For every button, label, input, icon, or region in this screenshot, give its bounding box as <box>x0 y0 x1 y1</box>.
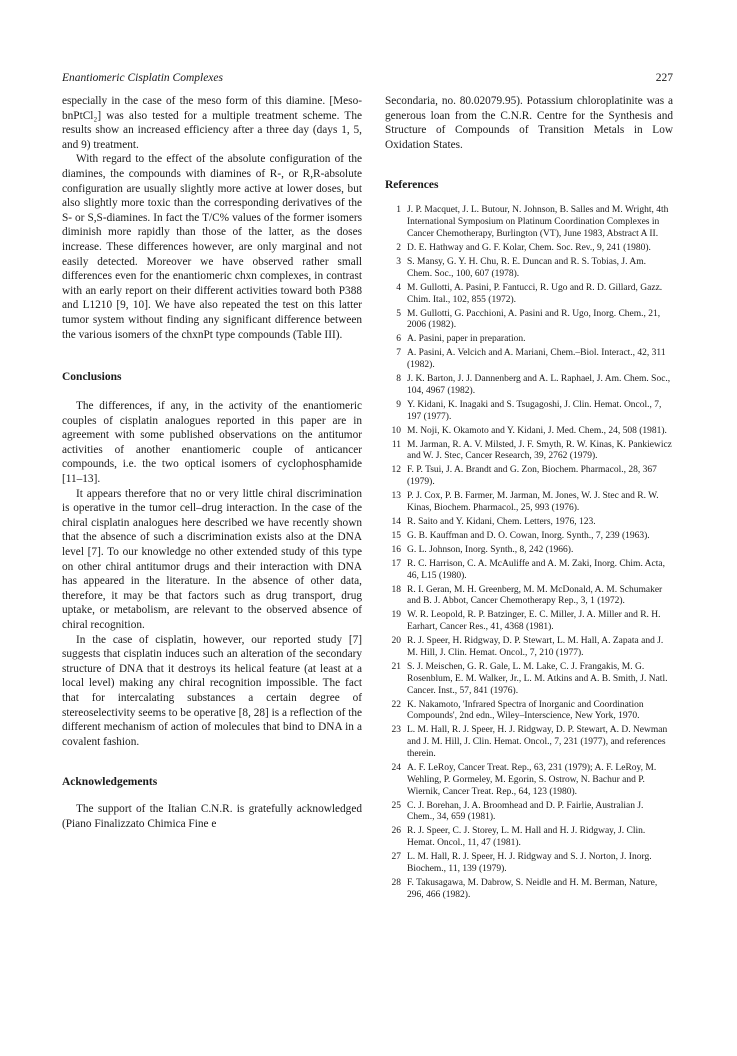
reference-item <box>385 700 673 724</box>
reference-item <box>385 852 673 876</box>
left-column <box>62 94 362 832</box>
reference-item <box>385 283 673 307</box>
reference-text: L. M. Hall, R. J. Speer, H. J. Ridgway and S. J. Norton, J. Inorg. Biochem., 11, 139 (1979). <box>407 852 652 874</box>
reference-item <box>385 400 673 424</box>
reference-number: 2 <box>396 242 401 253</box>
reference-number: 6 <box>396 334 401 345</box>
reference-number: 18 <box>391 584 401 595</box>
running-title: Enantiomeric Cisplatin Complexes <box>62 72 223 84</box>
reference-item <box>385 426 673 438</box>
reference-item <box>385 826 673 850</box>
reference-text: R. I. Geran, M. H. Greenberg, M. M. McDonald, A. M. Schumaker and B. J. Abbot, Cancer Chemotherapy Rep., 3, 1 (1972). <box>407 584 663 607</box>
reference-text: L. M. Hall, R. J. Speer, H. J. Ridgway, D. P. Stewart, A. D. Newman and J. M. Hill, J. Clin. Hemat. Oncol., 7, 231 (1977), and references therein. <box>407 725 668 759</box>
paragraph-conclusions-1: The differences, if any, in the activity of the enantiomeric couples of cisplatin analogues reported in this paper are in agreement with some published observations on the antitumor activities of another enantiomeric couple of anticancer compounds, i.e. the two optical isomers of cyclophosphamide [11–13]. <box>62 400 362 486</box>
reference-item <box>385 491 673 515</box>
reference-text: G. B. Kauffman and D. O. Cowan, Inorg. Synth., 7, 239 (1963). <box>407 530 650 541</box>
paragraph-absolute-configuration: With regard to the effect of the absolute configuration of the diamines, the compounds with diamines of R-, or R,R-absolute configuration are usually slightly more active at lower doses, but also slightly more toxic than the corresponding derivatives of the S- or S,S-diamines. In fact the T/C% values of the former isomers diminish more rapidly than those of the latter, as the doses increase. These differences however, are only marginal and not easily detected. Moreover we have observed rather small differences even for the enantiomeric chxn complexes, in contrast with an early report on their different activities toward both P388 and L1210 [9, 10]. We have also repeated the test on this latter tumor system without finding any significant difference between the various isomers of the chxnPt type compounds (Table III). <box>62 153 362 341</box>
reference-number: 22 <box>391 699 401 710</box>
reference-text: M. Jarman, R. A. V. Milsted, J. F. Smyth, R. W. Kinas, K. Pankiewicz and W. J. Stec, Cancer Research, 39, 2762 (1979). <box>407 439 672 462</box>
reference-text: K. Nakamoto, 'Infrared Spectra of Inorganic and Coordination Compounds', 2nd edn., Wiley–Interscience, New York, 1970. <box>407 699 644 722</box>
reference-item <box>385 610 673 634</box>
reference-number: 21 <box>391 662 401 673</box>
reference-number: 9 <box>396 399 401 410</box>
reference-item <box>385 585 673 609</box>
page-number: 227 <box>655 72 673 84</box>
reference-number: 27 <box>391 852 401 863</box>
reference-item <box>385 243 673 255</box>
reference-item <box>385 662 673 697</box>
paragraph-acknowledgements: The support of the Italian C.N.R. is gratefully acknowledged (Piano Finalizzato Chimica Fine e <box>62 803 362 830</box>
reference-number: 16 <box>391 544 401 555</box>
reference-text: W. R. Leopold, R. P. Batzinger, E. C. Miller, J. A. Miller and R. H. Earhart, Cancer Res., 41, 4368 (1981). <box>407 610 661 633</box>
reference-text: M. Gullotti, G. Pacchioni, A. Pasini and R. Ugo, Inorg. Chem., 21, 2006 (1982). <box>407 308 661 331</box>
reference-number: 19 <box>391 610 401 621</box>
paragraph-conclusions-3: In the case of cisplatin, however, our reported study [7] suggests that cisplatin induces such an alteration of the secondary structure of DNA that it destroys its helical feature (at least at a local level) making any chiral recognition impossible. The fact that for intercalating substances a certain degree of stereoselectivity seems to be operative [8, 28] is a reflection of the different mechanism of action of molecules that bind to DNA in a covalent fashion. <box>62 633 362 748</box>
reference-number: 7 <box>396 348 401 359</box>
reference-item <box>385 440 673 464</box>
reference-text: D. E. Hathway and G. F. Kolar, Chem. Soc. Rev., 9, 241 (1980). <box>407 242 651 253</box>
running-header <box>62 72 673 88</box>
paragraph-conclusions-2: It appears therefore that no or very little chiral discrimination is operative in the tumor cell–drug interaction. In the case of the chiral cisplatin analogues here described we have recently shown that the absence of such a discrimination exists also at the DNA level [7]. To our knowledge no other extended study of this type on other chiral antitumor drugs and their interaction with DNA has appeared in the literature. In the absence of other data, therefore, it may be that factors such as drug transport, drug uptake, or metabolism, are relevant to the observed absence of chiral recognition. <box>62 487 362 631</box>
reference-number: 3 <box>396 256 401 267</box>
reference-text: G. L. Johnson, Inorg. Synth., 8, 242 (1966). <box>407 544 574 555</box>
reference-number: 28 <box>391 877 401 888</box>
reference-item <box>385 545 673 557</box>
paragraph-meso-form: especially in the case of the meso form of this diamine. [Meso-bnPtCl₂] was also tested for a multiple treatment scheme. The results show an increased efficiency after a three day (days 1, 5, and 9) treatment. <box>62 95 362 151</box>
reference-number: 8 <box>396 374 401 385</box>
reference-item <box>385 517 673 529</box>
reference-text: P. J. Cox, P. B. Farmer, M. Jarman, M. Jones, W. J. Stec and R. W. Kinas, Biochem. Pharmacol., 25, 993 (1976). <box>407 491 659 513</box>
reference-number: 24 <box>391 762 401 773</box>
reference-text: R. Saito and Y. Kidani, Chem. Letters, 1976, 123. <box>407 516 596 527</box>
reference-item <box>385 636 673 660</box>
reference-number: 13 <box>391 491 401 502</box>
reference-text: S. J. Meischen, G. R. Gale, L. M. Lake, C. J. Frangakis, M. G. Rosenblum, E. M. Walker, Jr., L. M. Atkins and A. B. Smith, J. Natl. Cancer. Inst., 57, 841 (1976). <box>407 662 668 696</box>
reference-number: 14 <box>391 516 401 527</box>
reference-text: F. Takusagawa, M. Dabrow, S. Neidle and H. M. Berman, Nature, 296, 466 (1982). <box>407 877 658 900</box>
reference-item <box>385 205 673 240</box>
reference-item <box>385 374 673 398</box>
reference-item <box>385 763 673 798</box>
reference-item <box>385 309 673 333</box>
reference-number: 26 <box>391 826 401 837</box>
reference-number: 4 <box>396 282 401 293</box>
reference-text: A. Pasini, paper in preparation. <box>407 334 526 345</box>
reference-number: 15 <box>391 530 401 541</box>
reference-item <box>385 725 673 760</box>
reference-item <box>385 465 673 489</box>
reference-item <box>385 531 673 543</box>
reference-text: J. K. Barton, J. J. Dannenberg and A. L. Raphael, J. Am. Chem. Soc., 104, 4967 (1982). <box>407 374 671 396</box>
reference-text: F. P. Tsui, J. A. Brandt and G. Zon, Biochem. Pharmacol., 28, 367 (1979). <box>407 465 657 488</box>
paragraph-acknowledgements-continued: Secondaria, no. 80.02079.95). Potassium chloroplatinite was a generous loan from the C.N.R. Centre for the Synthesis and Structure of Compounds of Transition Metals in Low Oxidation States. <box>385 95 673 151</box>
reference-text: A. Pasini, A. Velcich and A. Mariani, Chem.–Biol. Interact., 42, 311 (1982). <box>407 348 666 371</box>
reference-item <box>385 801 673 825</box>
reference-item <box>385 334 673 346</box>
reference-text: A. F. LeRoy, Cancer Treat. Rep., 63, 231 (1979); A. F. LeRoy, M. Wehling, P. Gormeley, M. Egorin, S. Ostrow, N. Bachur and P. Wiernik, Cancer Treat. Rep., 64, 123 (1980). <box>407 762 657 797</box>
references-heading: References <box>385 179 439 192</box>
reference-number: 12 <box>391 465 401 476</box>
reference-text: J. P. Macquet, J. L. Butour, N. Johnson, B. Salles and M. Wright, 4th International Symposium on Platinum Coordination Complexes in Cancer Chemotherapy, Burlington (VT), June 1983, Abstract A II. <box>407 205 669 239</box>
reference-number: 17 <box>391 558 401 569</box>
reference-text: M. Gullotti, A. Pasini, P. Fantucci, R. Ugo and R. D. Gillard, Gazz. Chim. Ital., 102, 855 (1972). <box>407 282 663 305</box>
reference-item <box>385 559 673 583</box>
reference-item <box>385 257 673 281</box>
reference-number: 20 <box>391 636 401 647</box>
reference-number: 10 <box>391 425 401 436</box>
reference-item <box>385 348 673 372</box>
reference-text: M. Noji, K. Okamoto and Y. Kidani, J. Med. Chem., 24, 508 (1981). <box>407 425 667 436</box>
conclusions-heading: Conclusions <box>62 371 122 384</box>
reference-number: 1 <box>396 205 401 216</box>
reference-list <box>385 205 673 901</box>
reference-text: S. Mansy, G. Y. H. Chu, R. E. Duncan and R. S. Tobias, J. Am. Chem. Soc., 100, 607 (1978). <box>407 256 646 279</box>
acknowledgements-heading: Acknowledgements <box>62 776 158 789</box>
reference-number: 5 <box>396 308 401 319</box>
reference-number: 11 <box>391 439 401 450</box>
reference-text: C. J. Borehan, J. A. Broomhead and D. P. Fairlie, Australian J. Chem., 34, 659 (1981). <box>407 800 644 823</box>
reference-text: R. C. Harrison, C. A. McAuliffe and A. M. Zaki, Inorg. Chim. Acta, 46, L15 (1980). <box>407 558 665 581</box>
reference-text: Y. Kidani, K. Inagaki and S. Tsugagoshi, J. Clin. Hemat. Oncol., 7, 197 (1977). <box>407 399 662 422</box>
reference-text: R. J. Speer, C. J. Storey, L. M. Hall and H. J. Ridgway, J. Clin. Hemat. Oncol., 11, 47 (1981). <box>407 826 646 849</box>
right-column <box>385 94 673 904</box>
reference-item <box>385 878 673 902</box>
reference-text: R. J. Speer, H. Ridgway, D. P. Stewart, L. M. Hall, A. Zapata and J. M. Hill, J. Clin. Hemat. Oncol., 7, 210 (1977). <box>407 636 664 659</box>
reference-number: 25 <box>391 800 401 811</box>
reference-number: 23 <box>391 725 401 736</box>
